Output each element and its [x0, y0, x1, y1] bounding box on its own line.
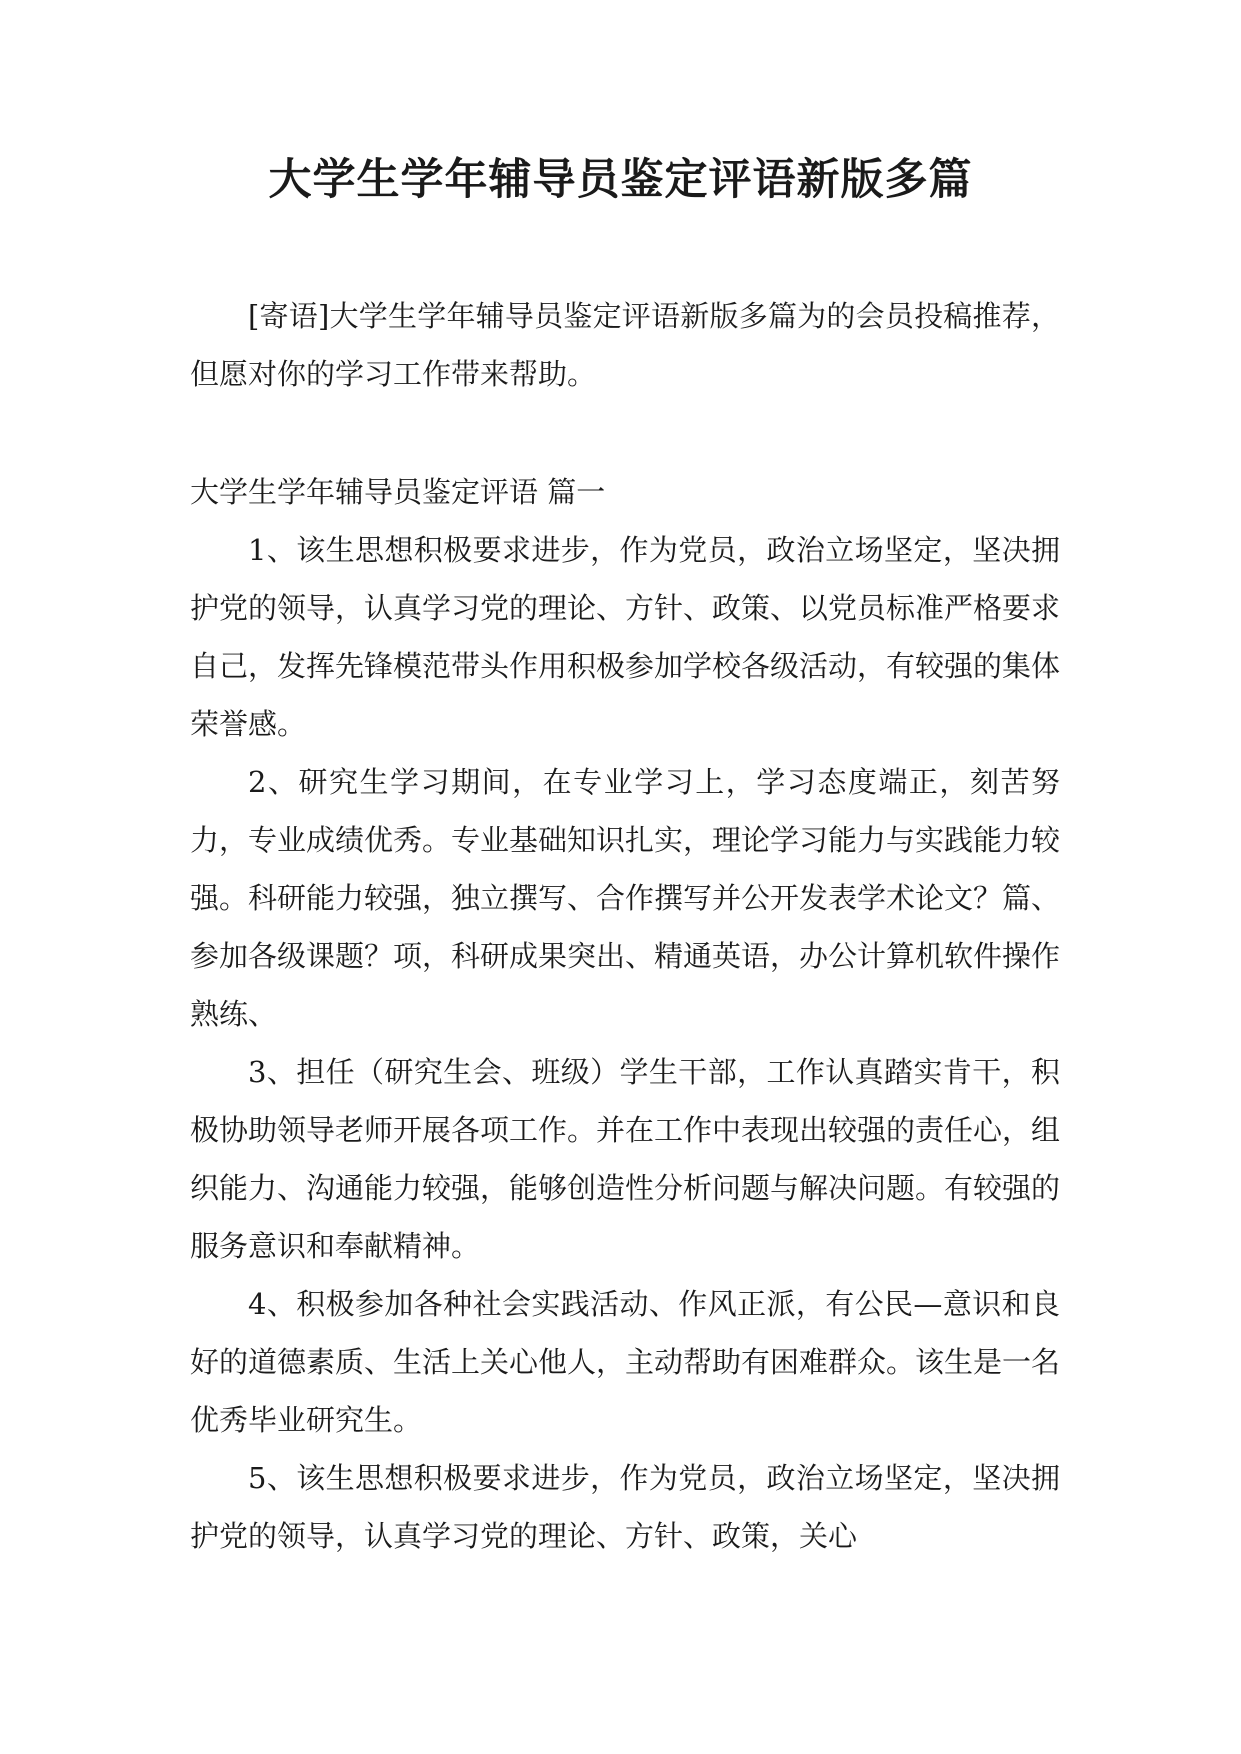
paragraph-3: 3、担任（研究生会、班级）学生干部，工作认真踏实肯干，积极协助领导老师开展各项工作。并在工作中表现出较强的责任心，组织能力、沟通能力较强，能够创造性分析问题与解决问题。有较强的服务意识和奉献精神。 [190, 1055, 1061, 1263]
section-heading: 大学生学年辅导员鉴定评语 篇一 [190, 475, 606, 509]
paragraph-4: 4、积极参加各种社会实践活动、作风正派，有公民—意识和良好的道德素质、生活上关心他人，主动帮助有困难群众。该生是一名优秀毕业研究生。 [190, 1287, 1061, 1437]
document-title: 大学生学年辅导员鉴定评语新版多篇 [268, 155, 973, 205]
paragraph-5: 5、该生思想积极要求进步，作为党员，政治立场坚定，坚决拥护党的领导，认真学习党的理论、方针、政策，关心 [190, 1461, 1060, 1553]
intro-paragraph: [寄语]大学生学年辅导员鉴定评语新版多篇为的会员投稿推荐，但愿对你的学习工作带来帮助。 [190, 299, 1060, 391]
paragraph-1: 1、该生思想积极要求进步，作为党员，政治立场坚定，坚决拥护党的领导，认真学习党的理论、方针、政策、以党员标准严格要求自己，发挥先锋模范带头作用积极参加学校各级活动，有较强的集体荣誉感。 [190, 533, 1061, 741]
paragraph-2: 2、研究生学习期间，在专业学习上，学习态度端正，刻苦努力，专业成绩优秀。专业基础知识扎实，理论学习能力与实践能力较强。科研能力较强，独立撰写、合作撰写并公开发表学术论文？篇、参加各级课题？项，科研成果突出、精通英语，办公计算机软件操作熟练、 [190, 765, 1061, 1031]
